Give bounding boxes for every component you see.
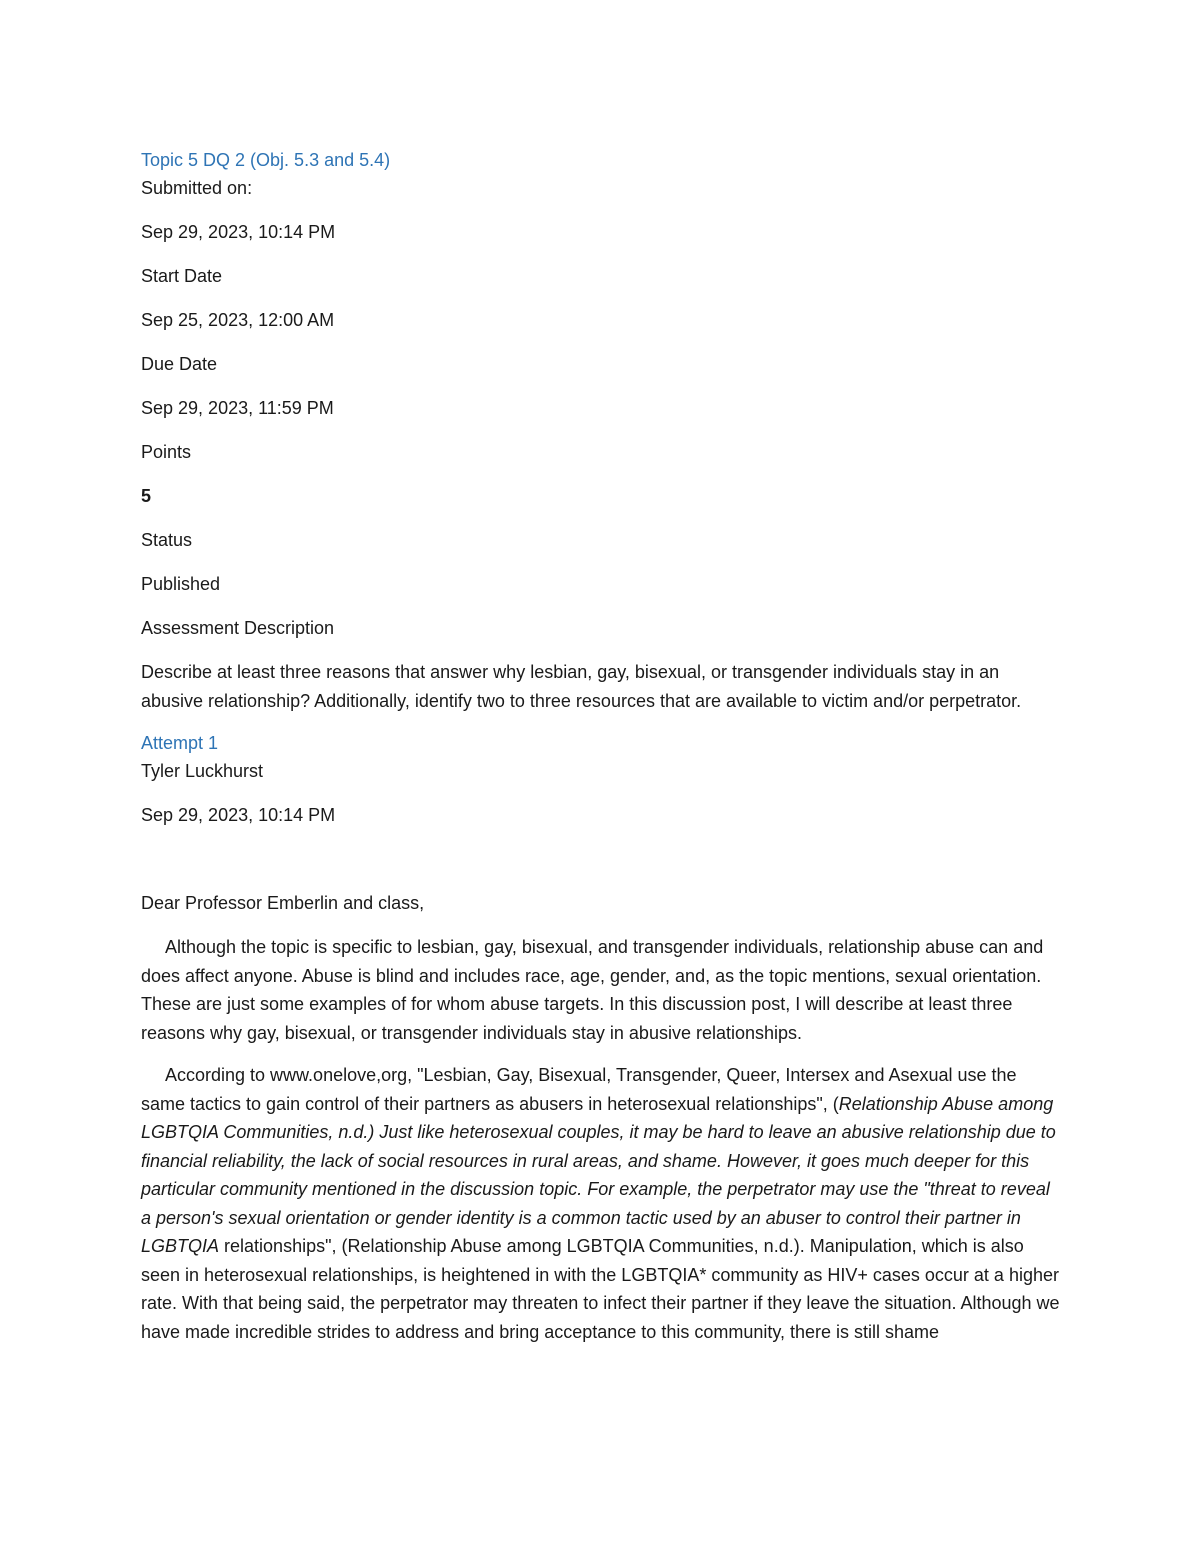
start-date-value: Sep 25, 2023, 12:00 AM <box>141 310 335 330</box>
post-paragraph-2 <box>141 1061 1061 1346</box>
attempt-date: Sep 29, 2023, 10:14 PM <box>141 805 336 825</box>
spacer <box>141 845 1061 889</box>
status-value: Published <box>141 574 221 594</box>
points-label: Points <box>141 442 192 462</box>
post-greeting: Dear Professor Emberlin and class, <box>141 893 425 913</box>
attempt-author: Tyler Luckhurst <box>141 761 264 781</box>
assessment-description-text: Describe at least three reasons that answer why lesbian, gay, bisexual, or transgender individuals stay in an abusive relationship? Additionally, identify two to three resources that are available to victim and/or perpetrator. <box>141 662 1022 711</box>
submitted-label: Submitted on: <box>141 178 253 198</box>
points-value: 5 <box>141 486 152 506</box>
status-label: Status <box>141 530 193 550</box>
attempt-title: Attempt 1 <box>141 733 219 753</box>
assessment-description-label: Assessment Description <box>141 618 335 638</box>
submitted-value: Sep 29, 2023, 10:14 PM <box>141 222 336 242</box>
post-paragraph-2-part-2: relationships", (Relationship Abuse among LGBTQIA Communities, n.d.). Manipulation, which is also seen in heterosexual relationships, is heightened in with the LGBTQIA* community as HIV+ cases occur at a higher rate. With that being said, the perpetrator may threaten to infect their partner if they leave the situation. Although we have made incredible strides to address and bring acceptance to this community, there is still shame <box>141 1236 1060 1342</box>
post-paragraph-2-citation: Relationship Abuse among LGBTQIA Communities, n.d.) Just like heterosexual couples, it may be hard to leave an abusive relationship due to financial reliability, the lack of social resources in rural areas, and shame. However, it goes much deeper for this particular community mentioned in the discussion topic. For example, the perpetrator may use the "threat to reveal a person's sexual orientation or gender identity is a common tactic used by an abuser to control their partner in LGBTQIA <box>141 1093 1056 1256</box>
due-date-value: Sep 29, 2023, 11:59 PM <box>141 398 334 418</box>
post-paragraph-1: Although the topic is specific to lesbian, gay, bisexual, and transgender individuals, relationship abuse can and does affect anyone. Abuse is blind and includes race, age, gender, and, as the topic mentions, sexual orientation. These are just some examples of for whom abuse targets. In this discussion post, I will describe at least three reasons why gay, bisexual, or transgender individuals stay in abusive relationships. <box>141 937 1044 1043</box>
due-date-label: Due Date <box>141 354 218 374</box>
document-page <box>141 146 1061 1360</box>
page-title: Topic 5 DQ 2 (Obj. 5.3 and 5.4) <box>141 150 391 170</box>
start-date-label: Start Date <box>141 266 223 286</box>
post-paragraph-2-part-1: According to www.onelove,org, "Lesbian, Gay, Bisexual, Transgender, Queer, Intersex and Asexual use the same tactics to gain control of their partners as abusers in heterosexual relationships", ( <box>141 1065 1017 1114</box>
